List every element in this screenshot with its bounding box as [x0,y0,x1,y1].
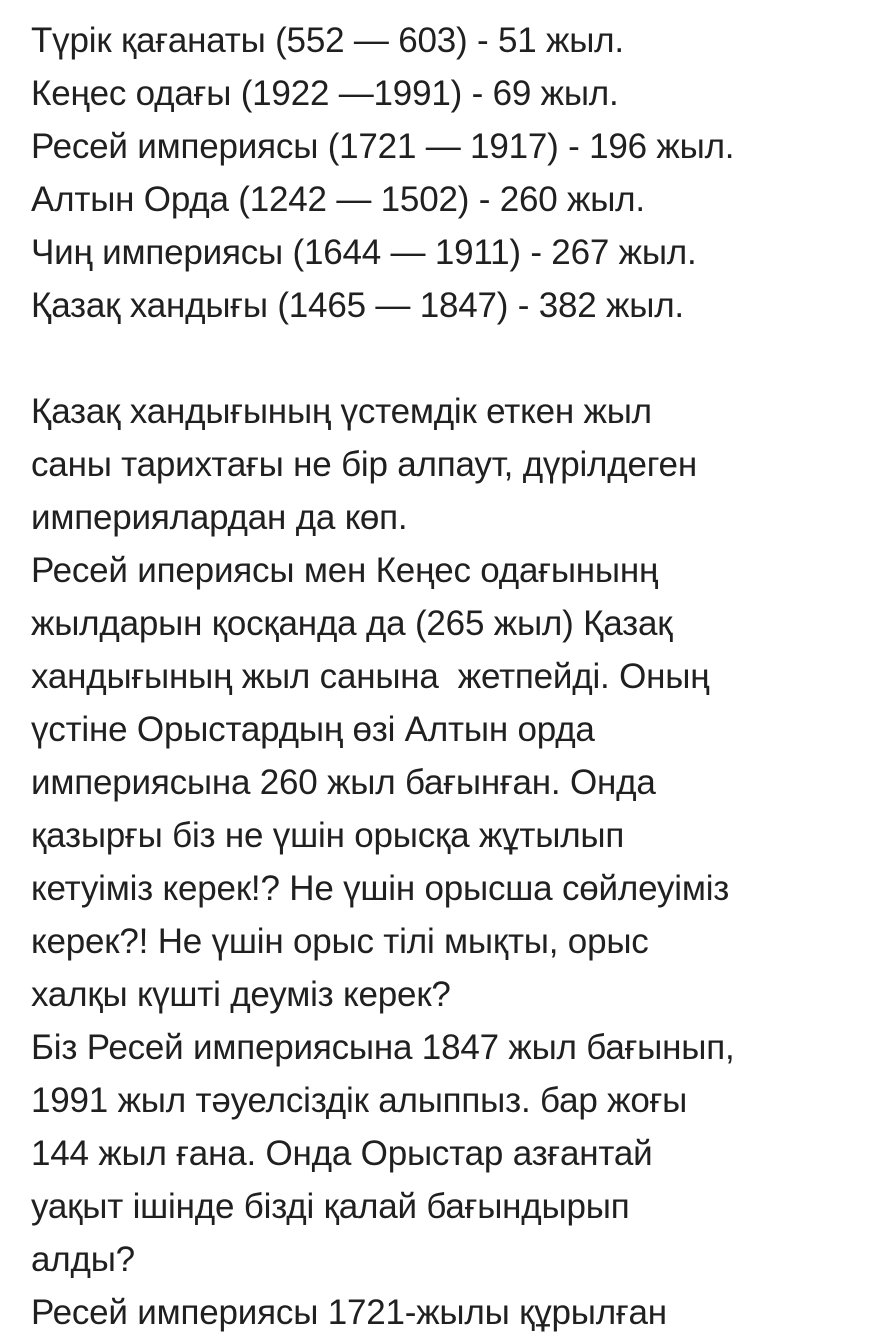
list-item: Чиң империясы (1644 — 1911) - 267 жыл. [31,233,697,272]
text-line: империялардан да көп. [31,498,408,537]
text-line: хандығының жыл санына жетпейді. Оның [31,657,710,696]
text-line: үстіне Орыстардың өзі Алтын орда [31,710,595,749]
body-text [31,385,871,1339]
text-line: 1991 жыл тәуелсіздік алыппыз. бар жоғы [31,1081,688,1120]
list-item: Қазақ хандығы (1465 — 1847) - 382 жыл. [31,286,684,325]
text-line: керек?! Не үшін орыс тілі мықты, орыс [31,922,649,961]
text-line: кетуіміз керек!? Не үшін орысша сөйлеуіміз [31,869,730,908]
text-line: алды? [31,1240,135,1279]
text-line: уақыт ішінде бізді қалай бағындырып [31,1187,630,1226]
list-item: Түрік қағанаты (552 — 603) - 51 жыл. [31,21,624,60]
text-line: халқы күшті деуміз керек? [31,975,451,1014]
text-line: 144 жыл ғана. Онда Орыстар азғантай [31,1134,653,1173]
text-line: империясына 260 жыл бағынған. Онда [31,763,656,802]
list-item: Ресей империясы (1721 — 1917) - 196 жыл. [31,127,735,166]
document [31,14,871,1339]
blank-line [31,332,871,385]
text-line: Біз Ресей империясына 1847 жыл бағынып, [31,1028,735,1067]
text-line: Ресей иперияcы мен Кеңес одағынынң [31,551,659,590]
text-line: Ресей империясы 1721-жылы құрылған [31,1293,667,1332]
text-line: қазырғы біз не үшін орысқа жұтылып [31,816,625,855]
empires-list [31,14,871,332]
list-item: Алтын Орда (1242 — 1502) - 260 жыл. [31,180,645,219]
text-line: Қазақ хандығының үстемдік еткен жыл [31,392,652,431]
text-line: жылдарын қосқанда да (265 жыл) Қазақ [31,604,673,643]
text-line: саны тарихтағы не бір алпаут, дүрілдеген [31,445,697,484]
list-item: Кеңес одағы (1922 —1991) - 69 жыл. [31,74,619,113]
